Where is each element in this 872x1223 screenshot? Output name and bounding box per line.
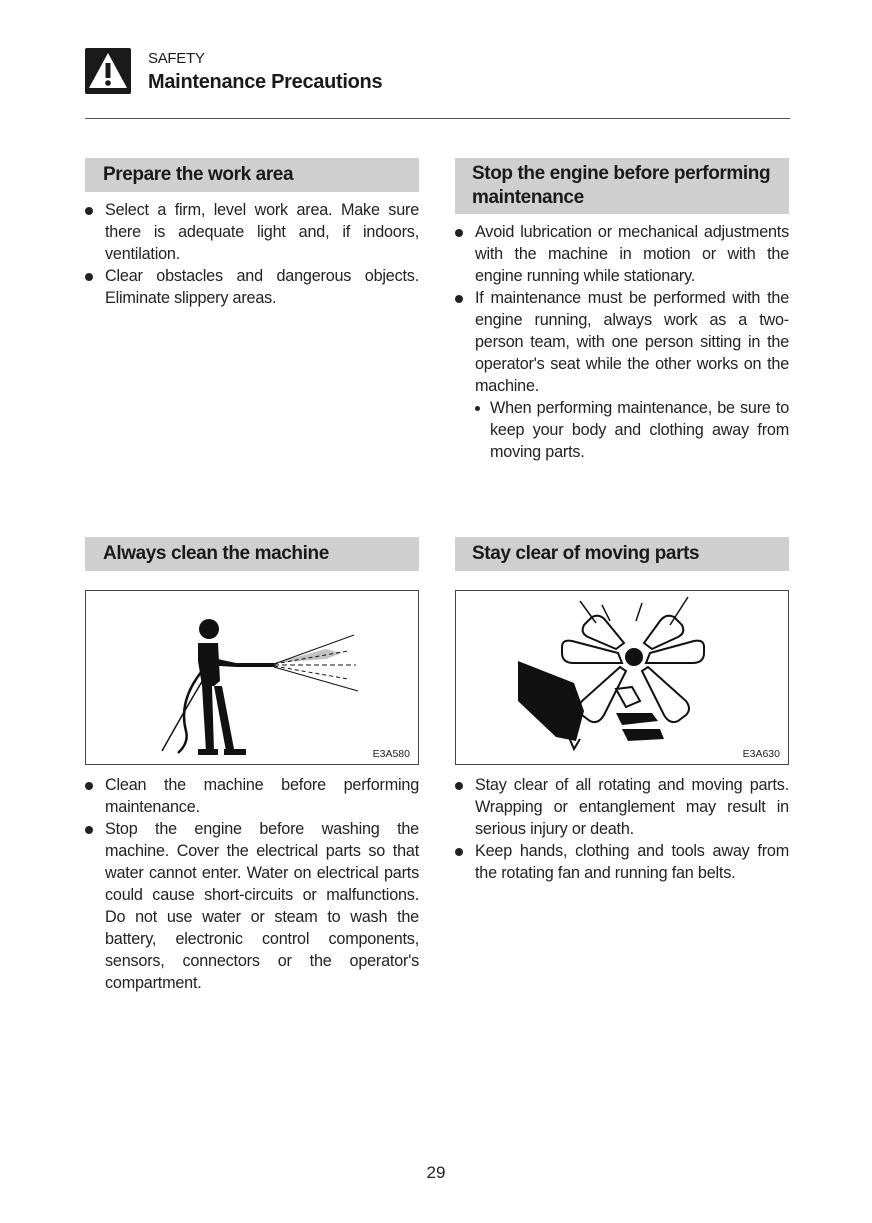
prepare-list [85,199,419,309]
bullet-icon [455,782,463,790]
figure-code: E3A580 [372,748,410,760]
list-item: Clean the machine before performing maintenance. [85,774,419,818]
sub-list [475,397,789,463]
figure-rotating-fan [455,590,789,765]
list-item: Keep hands, clothing and tools away from the rotating fan and running fan belts. [455,840,789,884]
section-heading-text: Prepare the work area [103,164,294,185]
section-heading-stop-engine [455,158,789,214]
pressure-washer-illustration [86,591,418,764]
section-label: SAFETY [148,50,205,67]
sub-list-item: When performing maintenance, be sure to keep your body and clothing away from moving parts. [475,397,789,463]
bullet-icon [85,782,93,790]
moving-parts-list [455,774,789,884]
bullet-icon [85,273,93,281]
sub-bullet-icon [475,406,480,411]
section-heading-text: maintenance [472,187,584,208]
rotating-fan-illustration [456,591,788,764]
bullet-icon [455,848,463,856]
section-heading-text: Stop the engine before performing [472,163,771,184]
list-item: Clear obstacles and dangerous objects. Eliminate slippery areas. [85,265,419,309]
list-item: Stay clear of all rotating and moving parts. Wrapping or entanglement may result in serious injury or death. [455,774,789,840]
page-number: 29 [426,1163,446,1182]
clean-list [85,774,419,994]
bullet-icon [455,229,463,237]
section-heading-text: Stay clear of moving parts [472,543,700,564]
list-item: If maintenance must be performed with the engine running, always work as a two-person team, with one person sitting in the operator's seat while the other works on the machine. When performing maintenance, be sure to keep your body and clothing away from moving parts. [455,287,789,463]
header-divider [85,118,790,119]
bullet-icon [85,826,93,834]
section-heading-moving-parts [455,537,789,571]
bullet-icon [85,207,93,215]
figure-code: E3A630 [742,748,780,760]
page-title: Maintenance Precautions [148,71,383,93]
section-heading-clean [85,537,419,571]
list-item: Select a firm, level work area. Make sure there is adequate light and, if indoors, ventilation. [85,199,419,265]
list-item: Avoid lubrication or mechanical adjustments with the machine in motion or with the engine running while stationary. [455,221,789,287]
list-item: Stop the engine before washing the machine. Cover the electrical parts so that water cannot enter. Water on electrical parts could cause short-circuits or malfunctions. Do not use water or steam to wash the battery, electronic control components, sensors, connectors or the operator's compartment. [85,818,419,994]
figure-pressure-washer [85,590,419,765]
stop-engine-list [455,221,789,463]
section-heading-text: Always clean the machine [103,543,329,564]
section-heading-prepare [85,158,419,192]
bullet-icon [455,295,463,303]
warning-triangle-icon [85,48,131,94]
